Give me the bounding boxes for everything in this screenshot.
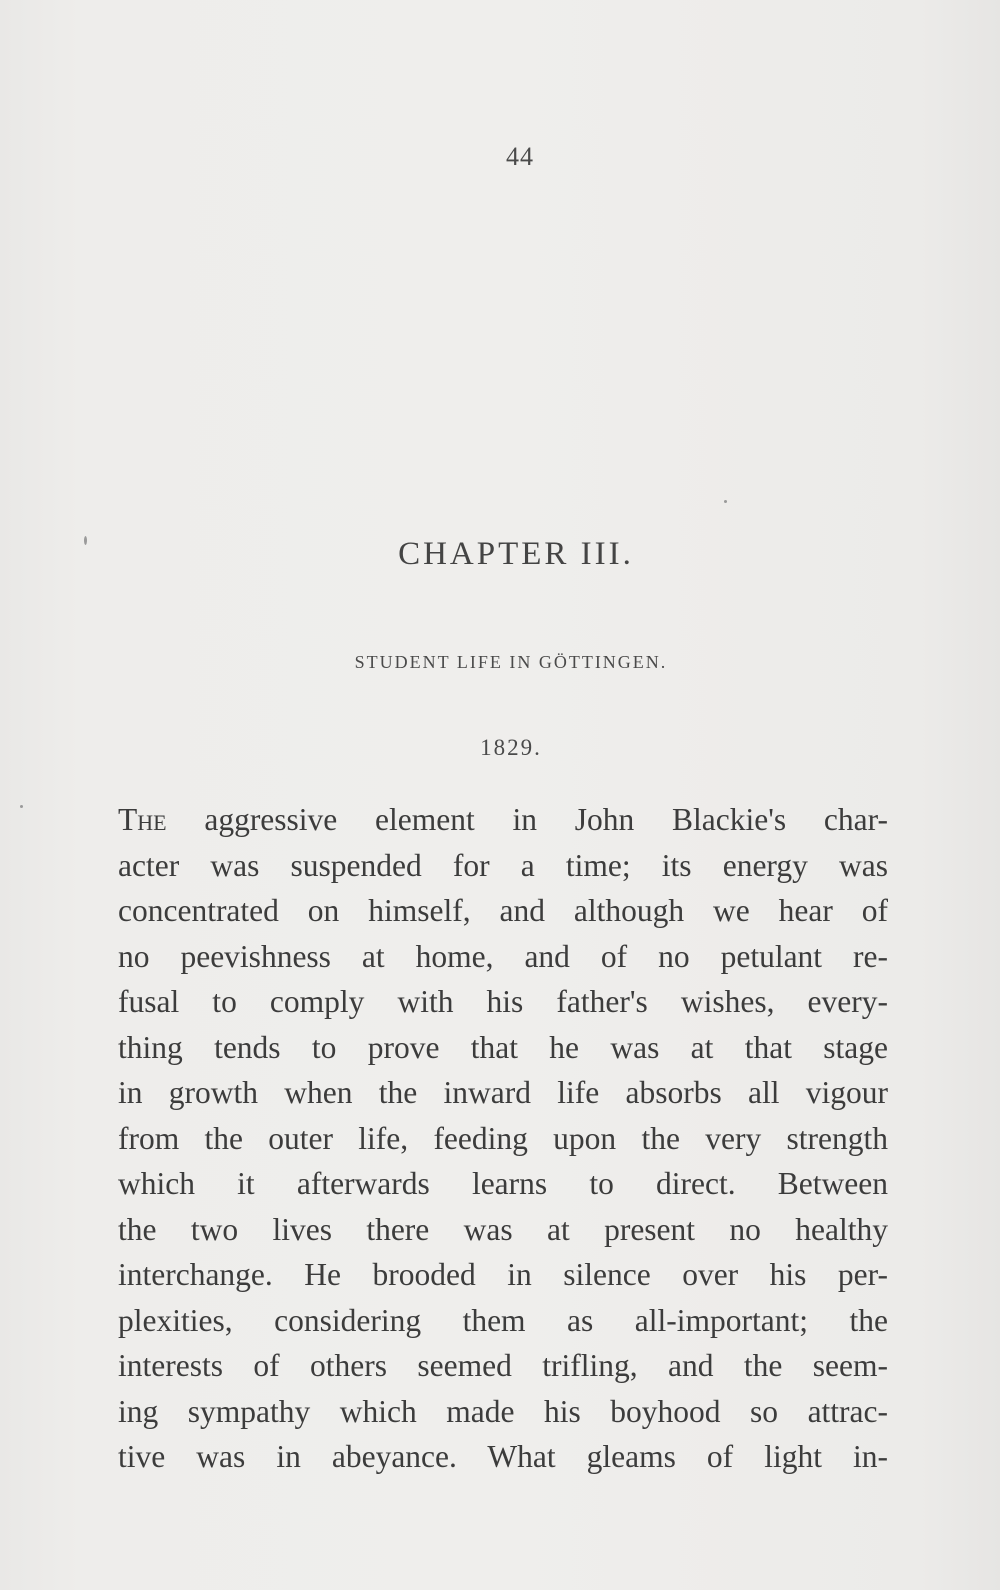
body-paragraph — [118, 797, 888, 1480]
text-line: thing tends to prove that he was at that stage — [118, 1029, 888, 1065]
line-text: aggressive element in John Blackie's char- — [166, 802, 888, 837]
chapter-title: CHAPTER III. — [398, 536, 634, 572]
chapter-year: 1829. — [480, 735, 542, 760]
lead-word: The — [118, 802, 167, 837]
paper-speck — [20, 805, 23, 808]
text-line: interests of others seemed trifling, and the seem- — [118, 1348, 888, 1383]
text-line: in growth when the inward life absorbs all vigour — [118, 1075, 888, 1110]
text-line: concentrated on himself, and although we hear of — [118, 893, 888, 928]
text-line: ing sympathy which made his boyhood so attrac- — [118, 1393, 888, 1429]
text-line: from the outer life, feeding upon the very strength — [118, 1120, 888, 1156]
paper-speck — [84, 536, 87, 545]
text-line: which it afterwards learns to direct. Between — [118, 1166, 888, 1201]
text-line: the two lives there was at present no healthy — [118, 1211, 888, 1247]
text-line: plexities, considering them as all-important; the — [118, 1302, 888, 1338]
text-line: no peevishness at home, and of no petulant re- — [118, 938, 888, 974]
page-number: 44 — [506, 142, 534, 171]
text-line: interchange. He brooded in silence over his per- — [118, 1257, 888, 1292]
text-line: fusal to comply with his father's wishes, every- — [118, 984, 888, 1019]
paper-speck — [724, 500, 727, 503]
text-line — [118, 797, 888, 843]
text-line: tive was in abeyance. What gleams of light in- — [118, 1439, 888, 1474]
chapter-subtitle: STUDENT LIFE IN GÖTTINGEN. — [354, 652, 668, 672]
text-line: acter was suspended for a time; its energy was — [118, 847, 888, 883]
